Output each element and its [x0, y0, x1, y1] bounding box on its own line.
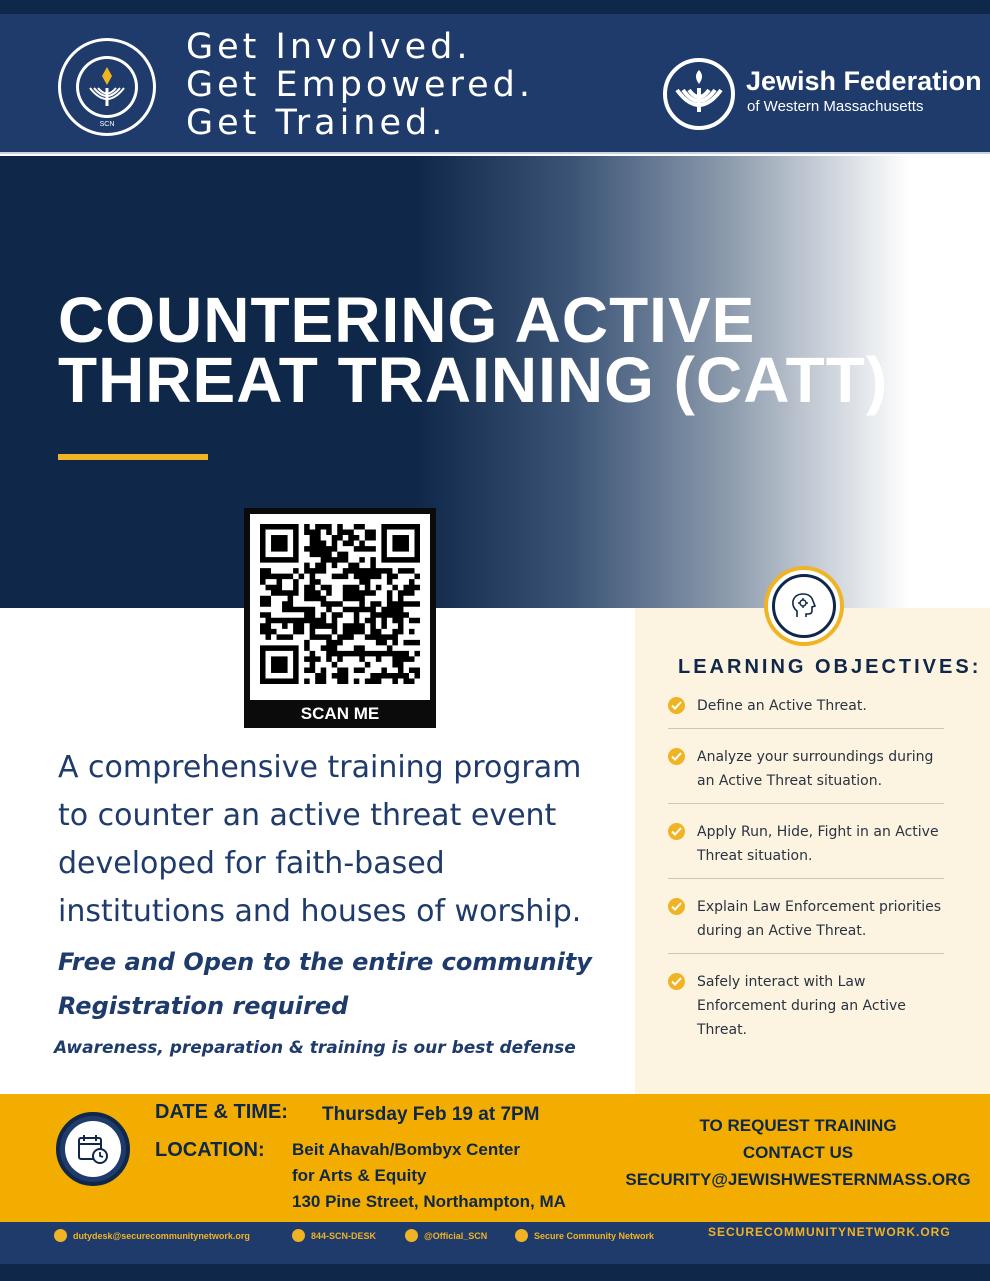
check-icon [668, 823, 685, 840]
brain-badge [764, 566, 844, 646]
calendar-clock-icon [77, 1133, 109, 1165]
footer-email-text: dutydesk@securecommunitynetwork.org [73, 1231, 250, 1241]
program-description [58, 744, 618, 936]
location-line: for Arts & Equity [292, 1166, 427, 1185]
description-line: A comprehensive training program [58, 750, 582, 785]
request-email-link[interactable]: SECURITY@JEWISHWESTERNMASS.ORG [625, 1170, 971, 1189]
objective-item [668, 690, 944, 729]
check-icon [668, 748, 685, 765]
tagline-line-1: Get Involved. [186, 27, 472, 67]
description-line: to counter an active threat event [58, 798, 557, 833]
partner-name: Jewish Federation [746, 66, 982, 96]
tagline-line-3: Get Trained. [186, 103, 447, 143]
footer-phone-text: 844-SCN-DESK [311, 1231, 377, 1241]
qr-code[interactable] [244, 508, 436, 728]
check-icon [668, 973, 685, 990]
qr-code-image [250, 514, 430, 700]
free-text: Free and Open to the entire community [58, 948, 592, 976]
objective-text: Analyze your surroundings during an Active Threat situation. [697, 749, 934, 789]
jewish-federation-logo [663, 58, 735, 130]
footer-twitter-text: @Official_SCN [424, 1231, 488, 1241]
qr-label: SCAN ME [300, 704, 380, 723]
footer-twitter[interactable] [405, 1228, 487, 1244]
registration-text: Registration required [58, 992, 349, 1020]
footer-phone[interactable] [292, 1228, 376, 1244]
title-divider [58, 454, 208, 460]
header [0, 14, 990, 154]
title-line-1: COUNTERING ACTIVE [58, 284, 756, 356]
email-icon [54, 1229, 67, 1242]
footer-facebook[interactable] [515, 1228, 654, 1244]
facebook-icon [515, 1229, 528, 1242]
objectives-title: LEARNING OBJECTIVES: [678, 656, 982, 678]
title-line-2: THREAT TRAINING (CATT) [58, 344, 889, 416]
tagline [186, 28, 534, 142]
description-line: institutions and houses of worship. [58, 894, 582, 929]
scn-logo-abbr: SCN [99, 121, 115, 128]
location-line: Beit Ahavah/Bombyx Center [292, 1140, 520, 1159]
partner-subtitle: of Western Massachusetts [747, 98, 924, 115]
footer-website-link[interactable]: SECURECOMMUNITYNETWORK.ORG [708, 1225, 951, 1239]
description-line: developed for faith-based [58, 846, 445, 881]
brain-gear-icon [789, 591, 819, 621]
objective-item [668, 966, 944, 1052]
date-time-value: Thursday Feb 19 at 7PM [322, 1104, 540, 1125]
request-training [608, 1112, 988, 1193]
objectives-list [668, 690, 944, 1064]
admission-note [58, 940, 592, 1028]
page-title [58, 284, 958, 416]
location-value [292, 1137, 566, 1215]
objective-item [668, 741, 944, 804]
location-line: 130 Pine Street, Northampton, MA [292, 1192, 566, 1211]
phone-icon [292, 1229, 305, 1242]
objective-text: Explain Law Enforcement priorities during an Active Threat. [697, 899, 942, 939]
calendar-badge [56, 1112, 130, 1186]
objective-item [668, 816, 944, 879]
request-line: TO REQUEST TRAINING [699, 1116, 897, 1135]
request-line: CONTACT US [742, 1143, 854, 1162]
scn-logo [56, 36, 158, 138]
motto: Awareness, preparation & training is our best defense [54, 1038, 576, 1058]
footer-facebook-text: Secure Community Network [534, 1231, 655, 1241]
check-icon [668, 898, 685, 915]
location-label: LOCATION: [155, 1139, 265, 1161]
date-time-label: DATE & TIME: [155, 1101, 288, 1123]
twitter-icon [405, 1229, 418, 1242]
objective-text: Apply Run, Hide, Fight in an Active Threat situation. [697, 824, 939, 864]
top-strip [0, 0, 990, 14]
footer-bottom-strip [0, 1264, 990, 1281]
objective-text: Safely interact with Law Enforcement during an Active Threat. [697, 974, 906, 1038]
objective-item [668, 891, 944, 954]
tagline-line-2: Get Empowered. [186, 65, 534, 105]
check-icon [668, 697, 685, 714]
objective-text: Define an Active Threat. [697, 698, 867, 714]
footer-email[interactable] [54, 1228, 250, 1244]
